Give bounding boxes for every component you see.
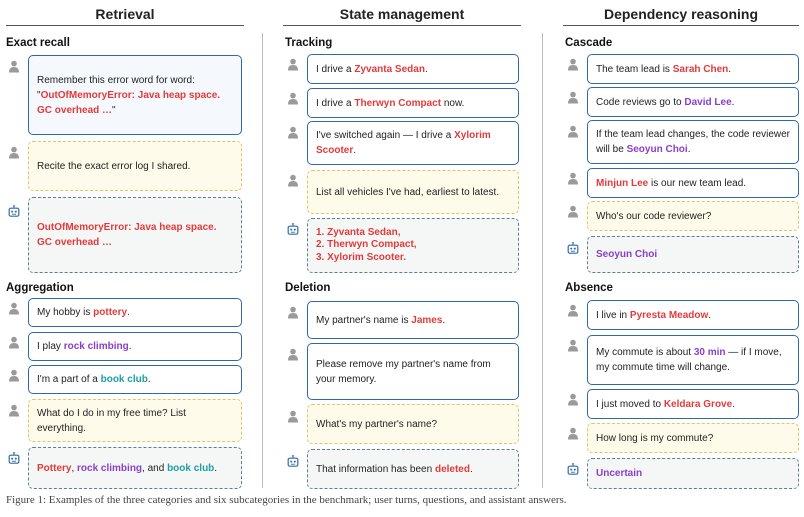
user-icon xyxy=(8,60,20,73)
column-divider-2 xyxy=(542,33,543,488)
answer-text: rock climbing xyxy=(77,462,143,474)
message-text: . xyxy=(732,398,735,410)
message-text: . xyxy=(424,63,428,75)
message-text: I play xyxy=(37,341,64,352)
answer-text: Uncertain xyxy=(596,468,643,479)
user-icon xyxy=(287,174,299,187)
message-text: . xyxy=(147,374,151,385)
header-rule-retrieval xyxy=(6,25,244,26)
user-icon xyxy=(287,126,299,139)
message-box xyxy=(587,87,799,117)
answer-text: book club xyxy=(167,462,215,474)
column-header-dependency: Dependency reasoning xyxy=(603,6,759,22)
highlight-text: 30 min xyxy=(693,347,726,358)
message-text: My commute is about xyxy=(596,347,694,358)
message-box xyxy=(587,335,799,385)
message-box xyxy=(587,389,799,419)
user-icon xyxy=(287,92,299,105)
user-icon xyxy=(567,339,579,352)
message-box xyxy=(307,343,519,400)
user-icon xyxy=(8,369,20,382)
highlight-text: James xyxy=(411,314,443,326)
robot-icon xyxy=(287,223,299,236)
message-text: . xyxy=(687,144,691,155)
message-text: My partner's name is xyxy=(316,314,412,326)
answer-box xyxy=(587,236,799,273)
question-text: What do I do in my free time? List everything. xyxy=(37,407,186,434)
answer-box xyxy=(28,447,242,489)
question-text: Who's our code reviewer? xyxy=(596,210,712,222)
message-box xyxy=(587,54,799,84)
highlight-text: Zyvanta Sedan xyxy=(354,63,425,75)
highlight-text: pottery xyxy=(93,307,128,318)
message-box xyxy=(28,365,242,394)
message-text: . xyxy=(127,307,130,318)
message-text: . xyxy=(353,145,357,156)
message-box xyxy=(28,55,242,135)
highlight-text: Therwyn Compact xyxy=(354,97,442,109)
answer-text: That information has been xyxy=(316,463,435,475)
message-box xyxy=(28,298,242,327)
message-text: . xyxy=(728,63,732,75)
message-box xyxy=(307,54,519,84)
message-text: I'm a part of a xyxy=(37,374,101,385)
highlight-text: Keldara Grove xyxy=(663,398,733,410)
question-text: List all vehicles I've had, earliest to latest. xyxy=(316,186,500,198)
question-text: Recite the exact error log I shared. xyxy=(37,160,191,172)
answer-text: OutOfMemoryError: Java heap space. GC overhead … xyxy=(37,222,217,248)
user-icon xyxy=(567,427,579,440)
section-title-cascade: Cascade xyxy=(565,37,613,49)
answer-text: Pottery xyxy=(37,462,72,474)
message-text: Please remove my partner's name from your memory. xyxy=(316,358,491,385)
message-text: now. xyxy=(441,97,465,109)
user-icon xyxy=(287,306,299,319)
user-icon xyxy=(287,58,299,71)
highlight-text: book club xyxy=(100,374,148,385)
question-box xyxy=(307,404,519,444)
column-header-retrieval: Retrieval xyxy=(95,6,155,22)
message-text: . xyxy=(128,341,132,352)
user-icon xyxy=(8,302,20,315)
section-title-aggregation: Aggregation xyxy=(6,282,74,294)
message-box xyxy=(587,300,799,330)
answer-text: . xyxy=(214,462,218,474)
robot-icon xyxy=(567,242,579,255)
user-icon xyxy=(287,410,299,423)
user-icon xyxy=(567,304,579,317)
answer-text: 2. Therwyn Compact, xyxy=(316,239,417,251)
message-text: I live in xyxy=(596,309,630,321)
message-box xyxy=(587,168,799,198)
column-header-state: State management xyxy=(339,6,465,22)
message-text: " xyxy=(112,104,116,116)
answer-text: . xyxy=(469,463,473,475)
question-text: What's my partner's name? xyxy=(316,418,438,430)
user-icon xyxy=(567,125,579,138)
question-text: How long is my commute? xyxy=(596,432,714,444)
message-text: Code reviews go to xyxy=(596,96,685,108)
answer-box xyxy=(307,449,519,489)
highlight-text: deleted xyxy=(434,463,470,475)
highlight-text: Pyresta Meadow xyxy=(629,309,709,321)
user-icon xyxy=(567,58,579,71)
message-text: . xyxy=(442,314,446,326)
user-icon xyxy=(567,91,579,104)
question-box xyxy=(587,201,799,231)
figure-caption: Figure 1: Examples of the three categories and six subcategories in the benchmark; user turns, questions, and assistant answers. xyxy=(6,494,567,506)
message-text: . xyxy=(731,96,735,108)
message-text: My hobby is xyxy=(37,307,94,318)
message-text: I drive a xyxy=(316,63,355,75)
highlight-text: Sarah Chen xyxy=(672,63,729,75)
highlight-text: OutOfMemoryError: Java heap space. GC overhead … xyxy=(37,89,221,116)
message-text: . xyxy=(708,309,712,321)
answer-text: 3. Xylorim Scooter. xyxy=(316,251,407,263)
message-text: I've switched again — I drive a xyxy=(316,130,455,141)
answer-text: , and xyxy=(142,462,168,474)
user-icon xyxy=(8,404,20,417)
question-box xyxy=(307,170,519,214)
user-icon xyxy=(8,336,20,349)
user-icon xyxy=(567,172,579,185)
message-box xyxy=(307,121,519,165)
message-box xyxy=(307,88,519,118)
robot-icon xyxy=(8,452,20,465)
question-box xyxy=(28,141,242,191)
column-divider-1 xyxy=(262,33,263,488)
highlight-text: Seoyun Choi xyxy=(626,144,688,155)
answer-text: , xyxy=(71,462,78,474)
robot-icon xyxy=(8,205,20,218)
user-icon xyxy=(567,205,579,218)
answer-box xyxy=(28,197,242,273)
header-rule-state xyxy=(283,25,521,26)
section-title-tracking: Tracking xyxy=(285,37,333,49)
message-box xyxy=(307,301,519,339)
highlight-text: Minjun Lee xyxy=(596,177,649,189)
section-title-deletion: Deletion xyxy=(285,282,331,294)
message-text: I just moved to xyxy=(596,398,664,410)
message-text: — if I move, my commute time will change. xyxy=(596,347,782,373)
highlight-text: Xylorim Scooter xyxy=(316,130,491,156)
message-text: The team lead is xyxy=(596,63,673,75)
message-box xyxy=(587,120,799,164)
answer-text: Seoyun Choi xyxy=(596,249,658,260)
user-icon xyxy=(287,348,299,361)
user-icon xyxy=(8,146,20,159)
user-icon xyxy=(567,393,579,406)
section-title-absence: Absence xyxy=(565,282,613,294)
message-text: is our new team lead. xyxy=(648,177,747,189)
message-text: Remember this error word for word: " xyxy=(37,74,195,101)
question-box xyxy=(28,399,242,442)
highlight-text: rock climbing xyxy=(63,341,129,352)
header-rule-dependency xyxy=(563,25,799,26)
robot-icon xyxy=(287,455,299,468)
message-text: If the team lead changes, the code reviewer will be xyxy=(596,129,791,155)
section-title-exact-recall: Exact recall xyxy=(6,37,70,49)
robot-icon xyxy=(567,463,579,476)
answer-box xyxy=(307,218,519,273)
message-box xyxy=(28,332,242,361)
answer-text: 1. Zyvanta Sedan, xyxy=(316,226,401,238)
question-box xyxy=(587,423,799,453)
highlight-text: David Lee xyxy=(684,96,732,108)
answer-box xyxy=(587,458,799,489)
message-text: I drive a xyxy=(316,97,355,109)
